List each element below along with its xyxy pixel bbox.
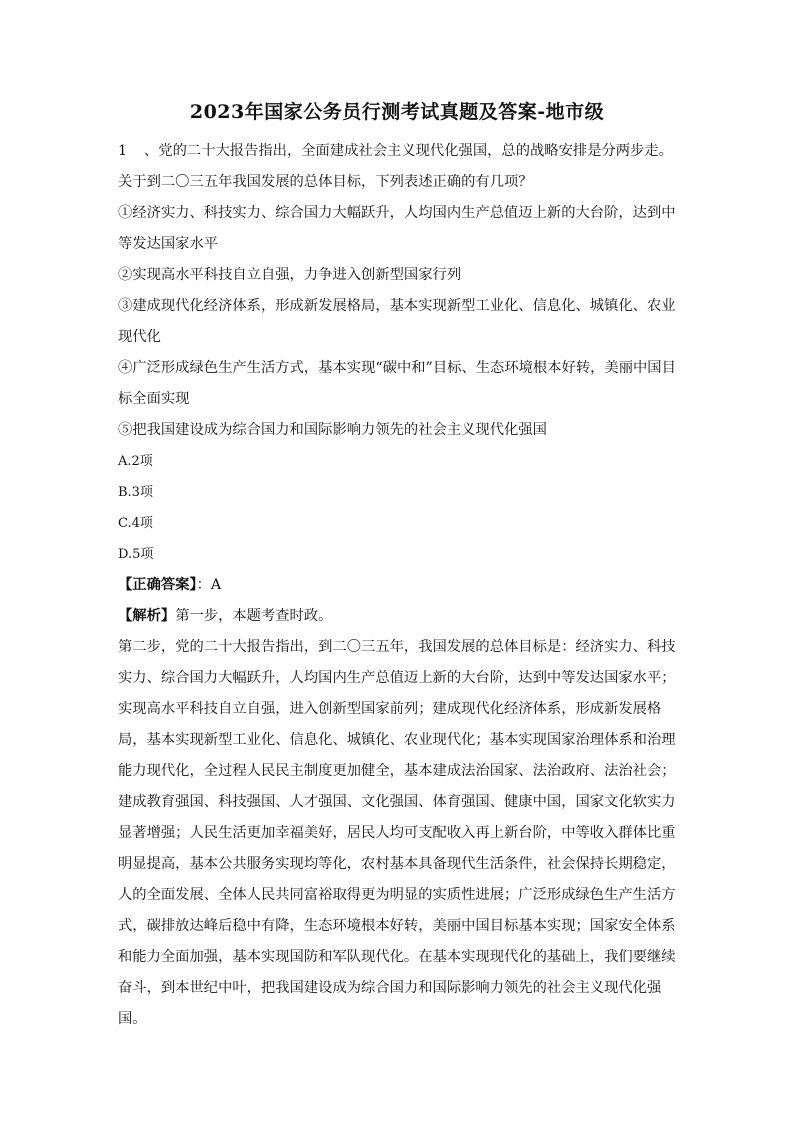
- answer-value: ：A: [196, 577, 222, 593]
- statement-1: ①经济实力、科技实力、综合国力大幅跃升，人均国内生产总值迈上新的大台阶，达到中等发达国家水平: [118, 205, 676, 252]
- statement-5: ⑤把我国建设成为综合国力和国际影响力领先的社会主义现代化强国: [118, 422, 547, 438]
- statement-3: ③建成现代化经济体系，形成新发展格局，基本实现新型工业化、信息化、城镇化、农业现代化: [118, 298, 676, 345]
- option-c: C.4项: [118, 516, 153, 531]
- analysis-label: 【解析】: [118, 608, 176, 624]
- statement-4: ④广泛形成绿色生产生活方式，基本实现“碳中和”目标、生态环境根本好转，美丽中国目标全面实现: [118, 360, 676, 407]
- analysis-step-1: [118, 601, 676, 632]
- option-b: B.3项: [118, 485, 153, 500]
- analysis-step-1-text: 第一步，本题考查时政。: [175, 608, 333, 624]
- answer-label: 【正确答案】: [118, 577, 197, 593]
- analysis-step-2: 第二步，党的二十大报告指出，到二〇三五年，我国发展的总体目标是：经济实力、科技实力、综合国力大幅跃升，人均国内生产总值迈上新的大台阶，达到中等发达国家水平；实现高水平科技自立自强，进入创新型国家前列；建成现代化经济体系，形成新发展格局，基本实现新型工业化、信息化、城镇化、农业现代化；基本实现国家治理体系和治理能力现代化，全过程人民民主制度更加健全，基本建成法治国家、法治政府、法治社会；建成教育强国、科技强国、人才强国、文化强国、体育强国、健康中国，国家文化软实力显著增强；人民生活更加幸福美好，居民人均可支配收入再上新台阶，中等收入群体比重明显提高，基本公共服务实现均等化，农村基本具备现代生活条件，社会保持长期稳定，人的全面发展、全体人民共同富裕取得更为明显的实质性进展；广泛形成绿色生产生活方式，碳排放达峰后稳中有降，生态环境根本好转，美丽中国目标基本实现；国家安全体系和能力全面加强，基本实现国防和军队现代化。在基本实现现代化的基础上，我们要继续奋斗，到本世纪中叶，把我国建设成为综合国力和国际影响力领先的社会主义现代化强国。: [118, 639, 676, 1027]
- question-stem: [118, 136, 676, 198]
- question-stem-text: 、党的二十大报告指出，全面建成社会主义现代化强国，总的战略安排是分两步走。关于到二〇三五年我国发展的总体目标，下列表述正确的有几项？: [118, 143, 673, 190]
- option-a: A.2项: [118, 454, 153, 469]
- question-number: 1: [118, 143, 128, 159]
- document-title: 2023年国家公务员行测考试真题及答案-地市级: [189, 101, 605, 123]
- answer-line: [118, 570, 676, 601]
- option-d: D.5项: [118, 547, 154, 562]
- statement-2: ②实现高水平科技自立自强，力争进入创新型国家行列: [118, 267, 462, 283]
